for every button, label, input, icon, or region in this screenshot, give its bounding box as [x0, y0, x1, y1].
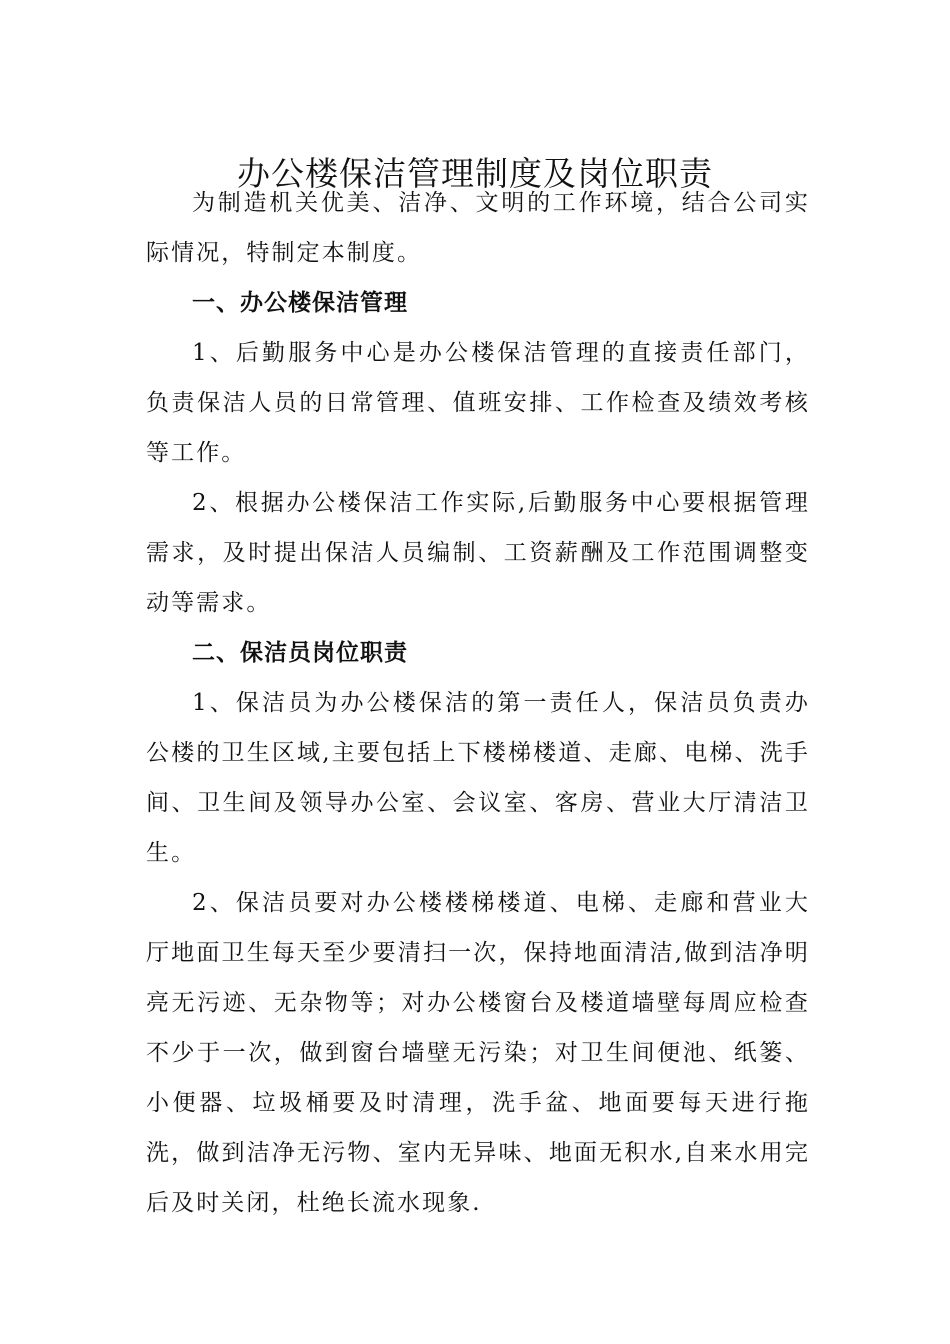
- section-heading-2: 二、保洁员岗位职责: [192, 640, 408, 666]
- section-1-paragraph-2: 2、根据办公楼保洁工作实际,后勤服务中心要根据管理需求，及时提出保洁人员编制、工资薪酬及工作范围调整变动等需求。: [146, 490, 810, 616]
- section-2-paragraph-1: 1、保洁员为办公楼保洁的第一责任人，保洁员负责办公楼的卫生区域,主要包括上下楼梯楼道、走廊、电梯、洗手间、卫生间及领导办公室、会议室、客房、营业大厅清洁卫生。: [146, 690, 810, 866]
- section-2-paragraph-2: 2、保洁员要对办公楼楼梯楼道、电梯、走廊和营业大厅地面卫生每天至少要清扫一次，保持地面清洁,做到洁净明亮无污迹、无杂物等；对办公楼窗台及楼道墙壁每周应检查不少于一次，做到窗台墙壁无污染；对卫生间便池、纸篓、小便器、垃圾桶要及时清理，洗手盆、地面要每天进行拖洗，做到洁净无污物、室内无异味、地面无积水,自来水用完后及时关闭，杜绝长流水现象.: [146, 890, 810, 1216]
- intro-paragraph: 为制造机关优美、洁净、文明的工作环境，结合公司实际情况，特制定本制度。: [146, 190, 810, 266]
- document-title: 办公楼保洁管理制度及岗位职责: [237, 154, 713, 194]
- document-body: [146, 178, 810, 1228]
- section-heading-1: 一、办公楼保洁管理: [192, 290, 408, 316]
- section-1-paragraph-1: 1、后勤服务中心是办公楼保洁管理的直接责任部门，负责保洁人员的日常管理、值班安排、工作检查及绩效考核等工作。: [146, 340, 810, 466]
